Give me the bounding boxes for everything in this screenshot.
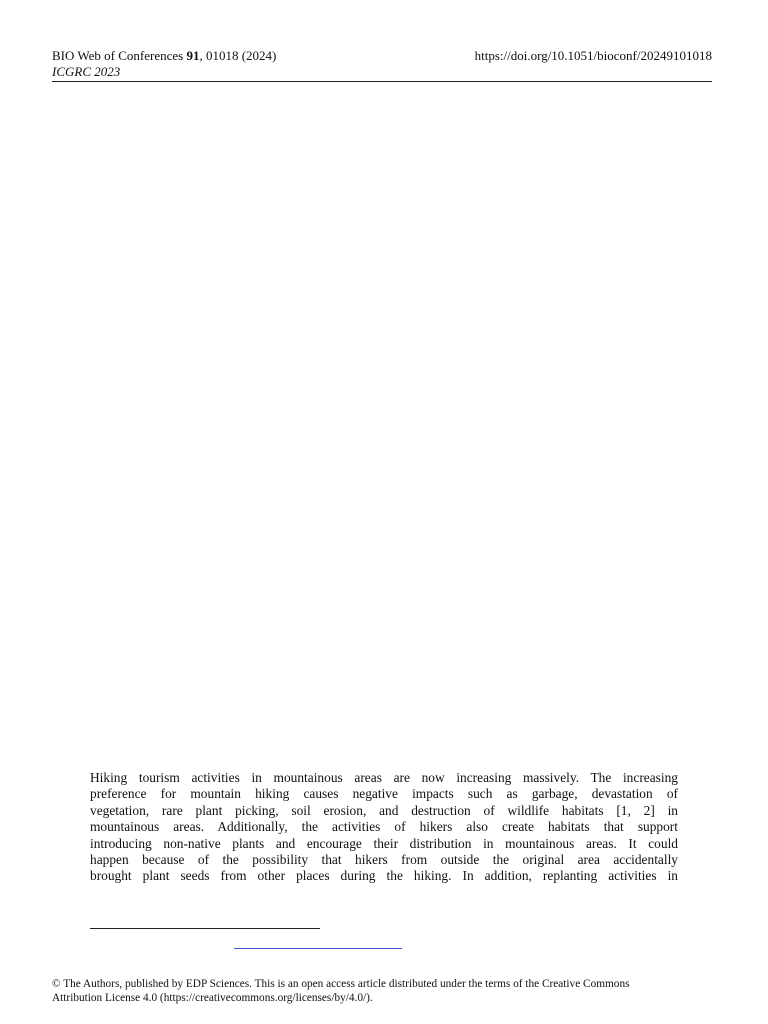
article-number: , 01018 (2024) xyxy=(199,48,277,63)
doi-link[interactable]: https://doi.org/10.1051/bioconf/20249101018 xyxy=(474,48,712,63)
paragraph-line: Hiking tourism activities in mountainous areas are now increasing massively. The increasing xyxy=(90,770,678,785)
paragraph-line: vegetation, rare plant picking, soil erosion, and destruction of wildlife habitats [1, 2] in xyxy=(90,802,678,818)
email-link-underline[interactable] xyxy=(234,948,402,949)
journal-name: BIO Web of Conferences xyxy=(52,48,187,63)
license-line: © The Authors, published by EDP Sciences. This is an open access article distributed under the terms of the Creative Commons xyxy=(52,978,630,990)
header-divider xyxy=(52,81,712,82)
journal-citation xyxy=(52,48,276,64)
paragraph-line: mountainous areas. Additionally, the activities of hikers also create habitats that support xyxy=(90,819,678,835)
running-header-left xyxy=(52,48,276,80)
paragraph-line: brought plant seeds from other places during the hiking. In addition, replanting activities in xyxy=(90,868,678,884)
body-paragraph xyxy=(90,770,678,885)
journal-volume: 91 xyxy=(186,48,200,63)
license-line: Attribution License 4.0 (https://creativecommons.org/licenses/by/4.0/). xyxy=(52,992,373,1004)
conference-name: ICGRC 2023 xyxy=(52,64,121,79)
paragraph-line: preference for mountain hiking causes negative impacts such as garbage, devastation of xyxy=(90,786,678,802)
license-notice xyxy=(52,977,712,1005)
paragraph-line: introducing non-native plants and encourage their distribution in mountainous areas. It could xyxy=(90,835,678,851)
footnote-divider xyxy=(90,928,320,929)
paragraph-line: happen because of the possibility that hikers from outside the original area accidentally xyxy=(90,852,678,868)
